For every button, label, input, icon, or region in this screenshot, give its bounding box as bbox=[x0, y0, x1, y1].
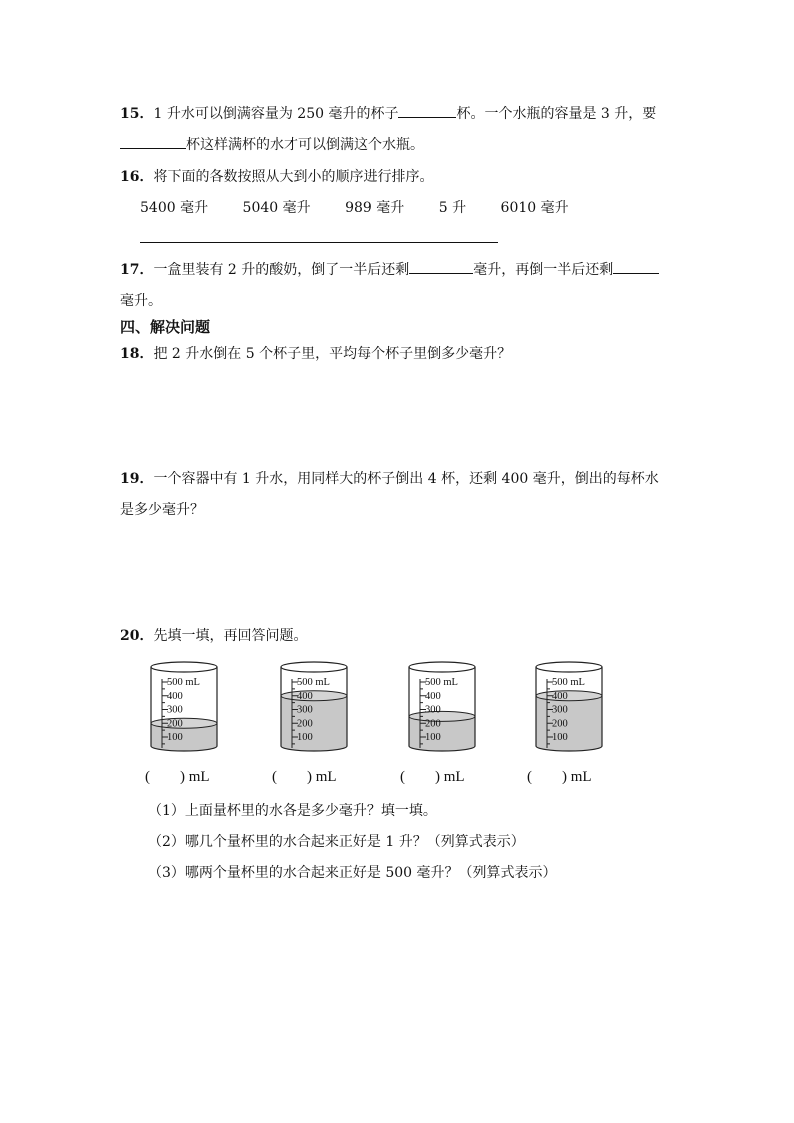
q16-number-list bbox=[140, 197, 599, 217]
beaker-2 bbox=[278, 658, 350, 754]
section-title: 四、解决问题 bbox=[120, 318, 211, 336]
q20-sub3: （3）哪两个量杯里的水合起来正好是 500 毫升？（列算式表示） bbox=[148, 865, 557, 881]
beaker-answer-3[interactable]: ( ) mL bbox=[400, 769, 465, 785]
scale-label: 300 bbox=[297, 704, 313, 716]
q20-line bbox=[120, 625, 307, 645]
beaker-1 bbox=[148, 658, 220, 754]
water-surface bbox=[409, 711, 475, 721]
beaker-rim bbox=[151, 662, 217, 672]
beaker-rim bbox=[536, 662, 602, 672]
beaker-answer-4[interactable]: ( ) mL bbox=[527, 769, 592, 785]
q16-text: 将下面的各数按照从大到小的顺序进行排序。 bbox=[153, 169, 434, 185]
beaker-rim bbox=[409, 662, 475, 672]
scale-label: 400 bbox=[297, 690, 313, 702]
scale-label: 500 mL bbox=[425, 677, 458, 688]
q16-item: 989 毫升 bbox=[345, 200, 405, 216]
beaker-4 bbox=[533, 658, 605, 754]
q18-text: 把 2 升水倒在 5 个杯子里，平均每个杯子里倒多少毫升？ bbox=[153, 346, 512, 362]
q15-line1 bbox=[120, 103, 656, 123]
scale-label: 400 bbox=[167, 690, 183, 702]
scale-label: 400 bbox=[552, 690, 568, 702]
water-surface bbox=[281, 691, 347, 701]
q16-number: 16． bbox=[120, 169, 154, 185]
q15-text-b: 杯。一个水瓶的容量是 3 升，要 bbox=[456, 106, 657, 122]
scale-label: 300 bbox=[552, 704, 568, 716]
water-surface bbox=[536, 691, 602, 701]
scale-label: 200 bbox=[167, 718, 183, 730]
scale-label: 100 bbox=[552, 732, 568, 743]
q17-line1 bbox=[120, 259, 659, 279]
q20-sub2: （2）哪几个量杯里的水合起来正好是 1 升？（列算式表示） bbox=[148, 834, 525, 850]
q17-text-a: 一盒里装有 2 升的酸奶，倒了一半后还剩 bbox=[153, 262, 410, 278]
q16-answer-line[interactable] bbox=[140, 242, 498, 243]
q17-text-c: 毫升。 bbox=[120, 293, 162, 309]
scale-label: 100 bbox=[297, 732, 313, 743]
q16-item: 5400 毫升 bbox=[140, 200, 209, 216]
q19-number: 19． bbox=[120, 471, 154, 487]
q16-item: 5040 毫升 bbox=[242, 200, 311, 216]
q19-text-b: 是多少毫升？ bbox=[120, 502, 204, 518]
q17-number: 17． bbox=[120, 262, 154, 278]
q20-number: 20． bbox=[120, 628, 154, 644]
beaker-answer-2[interactable]: ( ) mL bbox=[272, 769, 337, 785]
scale-label: 100 bbox=[425, 732, 441, 743]
beaker-3 bbox=[406, 658, 478, 754]
scale-label: 100 bbox=[167, 732, 183, 743]
scale-label: 500 mL bbox=[167, 677, 200, 688]
water-surface bbox=[151, 718, 217, 728]
scale-label: 200 bbox=[552, 718, 568, 730]
scale-label: 300 bbox=[425, 704, 441, 716]
scale-label: 400 bbox=[425, 690, 441, 702]
beaker-rim bbox=[281, 662, 347, 672]
scale-label: 200 bbox=[297, 718, 313, 730]
q15-number: 15． bbox=[120, 106, 154, 122]
q19-text-a: 一个容器中有 1 升水，用同样大的杯子倒出 4 杯，还剩 400 毫升，倒出的每杯水 bbox=[153, 471, 659, 487]
water-fill bbox=[536, 696, 602, 751]
q15-blank-1[interactable] bbox=[398, 103, 456, 118]
q17-blank-1[interactable] bbox=[409, 259, 473, 274]
beaker-answer-1[interactable]: ( ) mL bbox=[145, 769, 210, 785]
q19-line2 bbox=[120, 499, 204, 519]
q20-sub1: （1）上面量杯里的水各是多少毫升？填一填。 bbox=[148, 803, 437, 819]
scale-label: 300 bbox=[167, 704, 183, 716]
scale-label: 200 bbox=[425, 718, 441, 730]
q17-line2 bbox=[120, 290, 162, 310]
q16-item: 6010 毫升 bbox=[500, 200, 569, 216]
q17-blank-2[interactable] bbox=[613, 259, 659, 274]
q18-number: 18． bbox=[120, 346, 154, 362]
q18-line bbox=[120, 343, 511, 363]
q15-line2 bbox=[120, 134, 424, 154]
q15-blank-2[interactable] bbox=[120, 134, 186, 149]
q20-text: 先填一填，再回答问题。 bbox=[153, 628, 308, 644]
q16-item: 5 升 bbox=[438, 200, 467, 216]
q19-line1 bbox=[120, 468, 659, 488]
q16-line bbox=[120, 166, 433, 186]
q15-text-c: 杯这样满杯的水才可以倒满这个水瓶。 bbox=[186, 137, 424, 153]
water-fill bbox=[281, 696, 347, 751]
q15-text-a: 1 升水可以倒满容量为 250 毫升的杯子 bbox=[153, 106, 399, 122]
scale-label: 500 mL bbox=[297, 677, 330, 688]
q17-text-b: 毫升，再倒一半后还剩 bbox=[473, 262, 614, 278]
scale-label: 500 mL bbox=[552, 677, 585, 688]
